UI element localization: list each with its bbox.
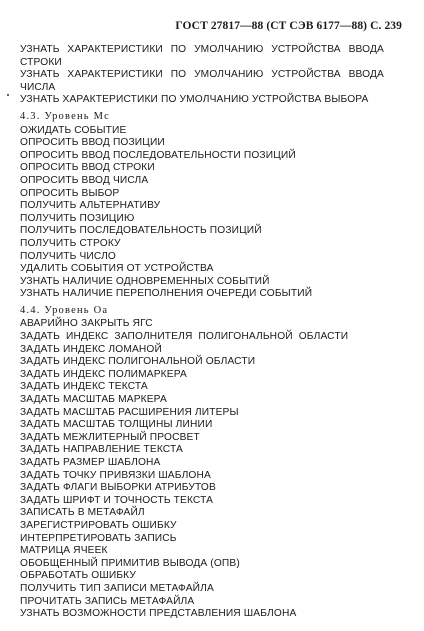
list-item: ОЖИДАТЬ СОБЫТИЕ xyxy=(20,124,127,136)
intro-line-5: УЗНАТЬ ХАРАКТЕРИСТИКИ ПО УМОЛЧАНИЮ УСТРОЙСТВА ВЫБОРА xyxy=(20,94,369,106)
word: ВВОДА xyxy=(348,44,384,55)
list-item: ИНТЕРПРЕТИРОВАТЬ ЗАПИСЬ xyxy=(20,532,177,544)
intro-line-4: ЧИСЛА xyxy=(20,81,56,93)
list-item: ЗАДАТЬ ИНДЕКС ТЕКСТА xyxy=(20,381,148,393)
list-item: ЗАДАТЬ ФЛАГИ ВЫБОРКИ АТРИБУТОВ xyxy=(20,482,216,494)
list-item: ОПРОСИТЬ ВВОД ПОЗИЦИИ xyxy=(20,137,165,149)
list-item: ЗАДАТЬ МАСШТАБ ТОЛЩИНЫ ЛИНИИ xyxy=(20,419,213,431)
word: УЗНАТЬ xyxy=(20,69,60,81)
list-item: ОПРОСИТЬ ВВОД ЧИСЛА xyxy=(20,174,149,186)
word: УМОЛЧАНИЮ xyxy=(194,69,264,81)
list-item: УЗНАТЬ ВОЗМОЖНОСТИ ПРЕДСТАВЛЕНИЯ ШАБЛОНА xyxy=(20,608,297,620)
list-item: УЗНАТЬ НАЛИЧИЕ ОДНОВРЕМЕННЫХ СОБЫТИЙ xyxy=(20,275,270,287)
list-item: ЗАДАТЬ ШРИФТ И ТОЧНОСТЬ ТЕКСТА xyxy=(20,494,214,506)
intro-line-3 xyxy=(20,69,384,82)
list-item: ОПРОСИТЬ ВВОД СТРОКИ xyxy=(20,162,155,174)
word: УМОЛЧАНИЮ xyxy=(194,44,264,55)
list-item: ЗАДАТЬ ИНДЕКС ЛОМАНОЙ xyxy=(20,343,162,355)
list-item: ОБРАБОТАТЬ ОШИБКУ xyxy=(20,570,136,582)
list-item: ПОЛУЧИТЬ ЧИСЛО xyxy=(20,250,116,262)
word: ХАРАКТЕРИСТИКИ xyxy=(67,44,163,55)
list-item: ЗАДАТЬ МЕЖЛИТЕРНЫЙ ПРОСВЕТ xyxy=(20,431,200,443)
page-header: ГОСТ 27817—88 (СТ СЭВ 6177—88) С. 239 xyxy=(175,20,402,32)
list-item: ЗАДАТЬ ИНДЕКС ПОЛИГОНАЛЬНОЙ ОБЛАСТИ xyxy=(20,356,256,368)
list-item: ПОЛУЧИТЬ СТРОКУ xyxy=(20,237,121,249)
word: УСТРОЙСТВА xyxy=(271,69,341,81)
word: ВВОДА xyxy=(348,69,384,81)
list-item: ЗАДАТЬ РАЗМЕР ШАБЛОНА xyxy=(20,457,161,468)
list-item: ЗАДАТЬ ИНДЕКС ПОЛИМАРКЕРА xyxy=(20,368,187,380)
intro-line-2: СТРОКИ xyxy=(20,56,62,68)
list-item: АВАРИЙНО ЗАКРЫТЬ ЯГС xyxy=(20,318,153,330)
list-item: ЗАДАТЬ МАСШТАБ МАРКЕРА xyxy=(20,394,167,406)
list-item: ЗАДАТЬ ИНДЕКС ЗАПОЛНИТЕЛЯ ПОЛИГОНАЛЬНОЙ ОБЛАСТИ xyxy=(20,331,349,343)
mc-list xyxy=(20,125,410,301)
section-heading-oa: 4.4. Уровень Оа xyxy=(20,304,109,316)
list-item: ПОЛУЧИТЬ ПОСЛЕДОВАТЕЛЬНОСТЬ ПОЗИЦИЙ xyxy=(20,225,262,237)
list-item: ОПРОСИТЬ ВЫБОР xyxy=(20,187,120,199)
list-item: ПРОЧИТАТЬ ЗАПИСЬ МЕТАФАЙЛА xyxy=(20,595,195,607)
list-item: УЗНАТЬ НАЛИЧИЕ ПЕРЕПОЛНЕНИЯ ОЧЕРЕДИ СОБЫТИЙ xyxy=(20,288,313,300)
word: УЗНАТЬ xyxy=(20,44,60,55)
list-item: ЗАРЕГИСТРИРОВАТЬ ОШИБКУ xyxy=(20,519,177,531)
list-item: ЗАДАТЬ ТОЧКУ ПРИВЯЗКИ ШАБЛОНА xyxy=(20,469,211,481)
list-item: ОПРОСИТЬ ВВОД ПОСЛЕДОВАТЕЛЬНОСТИ ПОЗИЦИЙ xyxy=(20,149,296,161)
section-heading-mc: 4.3. Уровень Мс xyxy=(20,110,110,122)
oa-list xyxy=(20,318,410,620)
page-content xyxy=(20,44,410,621)
list-item: ПОЛУЧИТЬ ТИП ЗАПИСИ МЕТАФАЙЛА xyxy=(20,582,214,594)
list-item: МАТРИЦА ЯЧЕЕК xyxy=(20,545,108,557)
margin-dot xyxy=(7,94,9,96)
list-item: ЗАДАТЬ МАСШТАБ РАСШИРЕНИЯ ЛИТЕРЫ xyxy=(20,406,239,418)
list-item: ПОЛУЧИТЬ ПОЗИЦИЮ xyxy=(20,212,135,224)
list-item: ЗАПИСАТЬ В МЕТАФАЙЛ xyxy=(20,507,145,519)
intro-line-1 xyxy=(20,44,384,57)
list-item: ЗАДАТЬ НАПРАВЛЕНИЕ ТЕКСТА xyxy=(20,444,183,456)
list-item: ОБОБЩЕННЫЙ ПРИМИТИВ ВЫВОДА (ОПВ) xyxy=(20,557,240,569)
word: УСТРОЙСТВА xyxy=(271,44,341,55)
list-item: УДАЛИТЬ СОБЫТИЯ ОТ УСТРОЙСТВА xyxy=(20,263,214,275)
word: ПО xyxy=(170,69,187,81)
list-item: ПОЛУЧИТЬ АЛЬТЕРНАТИВУ xyxy=(20,200,161,212)
word: ХАРАКТЕРИСТИКИ xyxy=(67,69,163,81)
word: ПО xyxy=(170,44,187,55)
